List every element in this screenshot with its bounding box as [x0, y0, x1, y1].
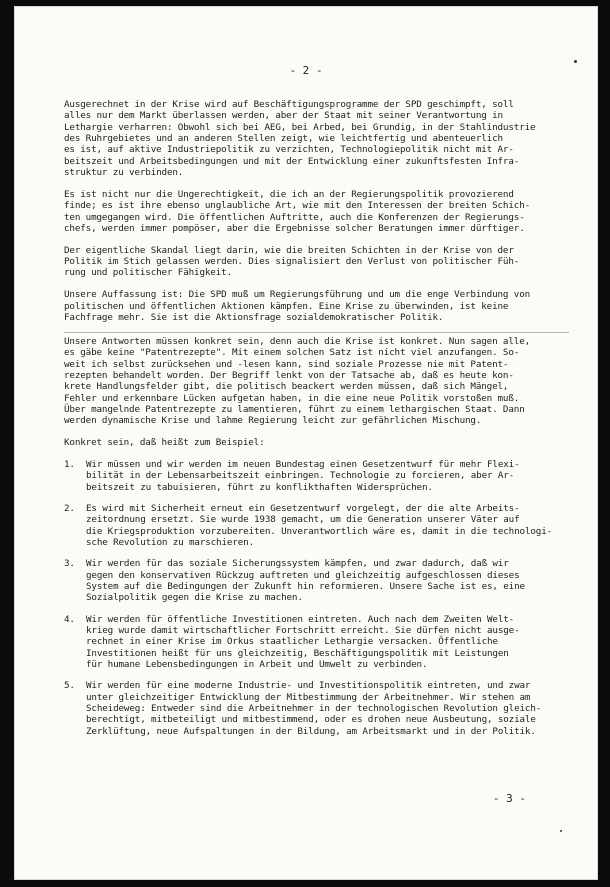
text-line: werden dynamische Krise und lahme Regierung leicht zur gefährlichen Mischung.: [64, 415, 482, 427]
text-line: finde; es ist ihre ebenso unglaubliche Art, wie mit den Interessen der breiten Schich-: [64, 200, 531, 212]
list-item-2: [64, 503, 569, 548]
text-line: Politik im Stich gelassen werden. Dies signalisiert den Verlust von politischer Füh-: [64, 256, 520, 268]
text-line: Unsere Antworten müssen konkret sein, denn auch die Krise ist konkret. Nun sagen alle,: [64, 335, 531, 347]
list-number: 2.: [64, 502, 75, 514]
text-line: berechtigt, mitbeteiligt und mitbestimmend, oder es drohen neue Ausbeutung, soziale: [86, 714, 536, 726]
text-line: rezepten behandelt worden. Der Begriff lenkt von der Tatsache ab, daß es heute kon-: [64, 369, 514, 381]
scan-speck: [560, 830, 562, 832]
text-line: weit ich selbst zurücksehen und -lesen kann, sind soziale Prozesse nie mit Patent-: [64, 358, 509, 370]
text-line: sche Revolution zu marschieren.: [86, 537, 254, 548]
text-line: Konkret sein, daß heißt zum Beispiel:: [64, 437, 265, 449]
paragraph-6: [64, 437, 569, 448]
text-line: alles nur dem Markt überlassen werden, aber der Staat mit seiner Verantwortung in: [64, 110, 503, 122]
paragraph-5: [64, 332, 569, 427]
text-line: Sozialpolitik gegen die Krise zu machen.: [86, 592, 303, 604]
text-line: beitszeit zu tabuisieren, führt zu konflikthaften Widersprüchen.: [86, 481, 433, 493]
text-line: Scheideweg: Entweder sind die Arbeitnehmer in der technologischen Revolution gleich-: [86, 703, 542, 715]
paragraph-2: [64, 189, 569, 234]
list-number: 4.: [64, 613, 75, 625]
document-body: [64, 99, 569, 747]
text-line: Unsere Auffassung ist: Die SPD muß um Regierungsführung und um die enge Verbindung von: [64, 289, 531, 301]
page-number-bottom: - 3 -: [492, 792, 526, 805]
text-line: es ist, auf aktive Industriepolitik zu verzichten, Technologiepolitik nicht mit Ar-: [64, 144, 514, 156]
list-item-4: [64, 614, 569, 671]
text-line: es gäbe keine "Patentrezepte". Mit einem solchen Satz ist nicht viel anzufangen. So-: [64, 347, 520, 359]
text-line: Ausgerechnet in der Krise wird auf Beschäftigungsprogramme der SPD geschimpft, soll: [64, 99, 514, 110]
paragraph-3: [64, 245, 569, 279]
scan-speck: [574, 60, 577, 63]
text-line: Investitionen heißt für uns gleichzeitig, Beschäftigungspolitik mit Leistungen: [86, 647, 509, 659]
text-line: Es wird mit Sicherheit erneut ein Gesetzentwurf vorgelegt, der die alte Arbeits-: [86, 502, 520, 514]
text-line: krieg wurde damit wirtschaftlicher Fortschritt erreicht. Sie dürfen nicht ausge-: [86, 625, 520, 637]
text-line: Wir werden für eine moderne Industrie- und Investitionspolitik eintreten, und zwar: [86, 680, 531, 692]
text-line: Wir werden für das soziale Sicherungssystem kämpfen, und zwar dadurch, daß wir: [86, 558, 509, 570]
list-item-1: [64, 459, 569, 493]
page-number-top: - 2 -: [289, 64, 323, 77]
list-number: 5.: [64, 680, 75, 692]
list-item-5: [64, 680, 569, 737]
text-line: beitszeit und Arbeitsbedingungen und mit der Entwicklung einer zukunftsfesten Infra-: [64, 155, 520, 167]
text-line: politischen und öffentlichen Aktionen kämpfen. Eine Krise zu überwinden, ist keine: [64, 300, 509, 312]
text-line: Fachfrage mehr. Sie ist die Aktionsfrage sozialdemokratischer Politik.: [64, 312, 444, 323]
text-line: chefs, werden immer pompöser, aber die Ergebnisse solcher Beratungen immer dürftiger.: [64, 222, 525, 234]
text-line: System auf die Bedingungen der Zukunft hin reformieren. Unsere Sache ist es, eine: [86, 581, 525, 593]
text-line: des Ruhrgebietes und an anderen Stellen zeigt, wie leichtfertig und abenteuerlich: [64, 133, 503, 145]
text-line: unter gleichzeitiger Entwicklung der Mitbestimmung der Arbeitnehmer. Wir stehen am: [86, 691, 531, 703]
text-line: Zerklüftung, neue Aufspaltungen in der Bildung, am Arbeitsmarkt und in der Politik.: [86, 725, 536, 737]
text-line: Über mangelnde Patentrezepte zu lamentieren, führt zu einem lethargischen Staat. Dann: [64, 403, 525, 415]
text-line: Fehler und erkennbare Lücken aufgetan haben, in die eine neue Politik vorstoßen muß.: [64, 392, 520, 404]
text-line: rechnet in einer Krise im Orkus staatlicher Lethargie versacken. Öffentliche: [86, 636, 498, 648]
text-line: struktur zu verbinden.: [64, 167, 184, 179]
text-line: Der eigentliche Skandal liegt darin, wie die breiten Schichten in der Krise von der: [64, 244, 514, 256]
text-line: zeitordnung ersetzt. Sie wurde 1938 gemacht, um die Generation unserer Väter auf: [86, 514, 520, 526]
text-line: ten umgegangen wird. Die öffentlichen Auftritte, auch die Konferenzen der Regierungs-: [64, 211, 525, 223]
list-item-3: [64, 558, 569, 603]
list-number: 1.: [64, 458, 75, 470]
text-line: gegen den konservativen Rückzug auftreten und gleichzeitig aufgeschlossen dieses: [86, 569, 520, 581]
paragraph-4: [64, 289, 569, 323]
text-line: Wir müssen und wir werden im neuen Bundestag einen Gesetzentwurf für mehr Flexi-: [86, 458, 520, 470]
text-line: für humane Lebensbedingungen in Arbeit und Umwelt zu verbinden.: [86, 659, 428, 671]
document-page: [14, 6, 598, 880]
text-line: die Kriegsproduktion vorzubereiten. Unverantwortlich wäre es, damit in die technologi-: [86, 525, 553, 537]
text-line: Es ist nicht nur die Ungerechtigkeit, die ich an der Regierungspolitik provozierend: [64, 188, 514, 200]
text-line: rung und politischer Fähigkeit.: [64, 267, 232, 279]
text-line: Lethargie verharren: Obwohl sich bei AEG, bei Arbed, bei Grundig, in der Stahlindustrie: [64, 121, 536, 133]
text-line: krete Handlungsfelder gibt, die politisch beackert werden müssen, daß sich Mängel,: [64, 381, 509, 393]
list-number: 3.: [64, 558, 75, 570]
text-line: Wir werden für öffentliche Investitionen eintreten. Auch nach dem Zweiten Welt-: [86, 613, 515, 625]
text-line: bilität in der Lebensarbeitszeit einbringen. Technologie zu forcieren, aber Ar-: [86, 470, 515, 482]
paragraph-1: [64, 99, 569, 178]
